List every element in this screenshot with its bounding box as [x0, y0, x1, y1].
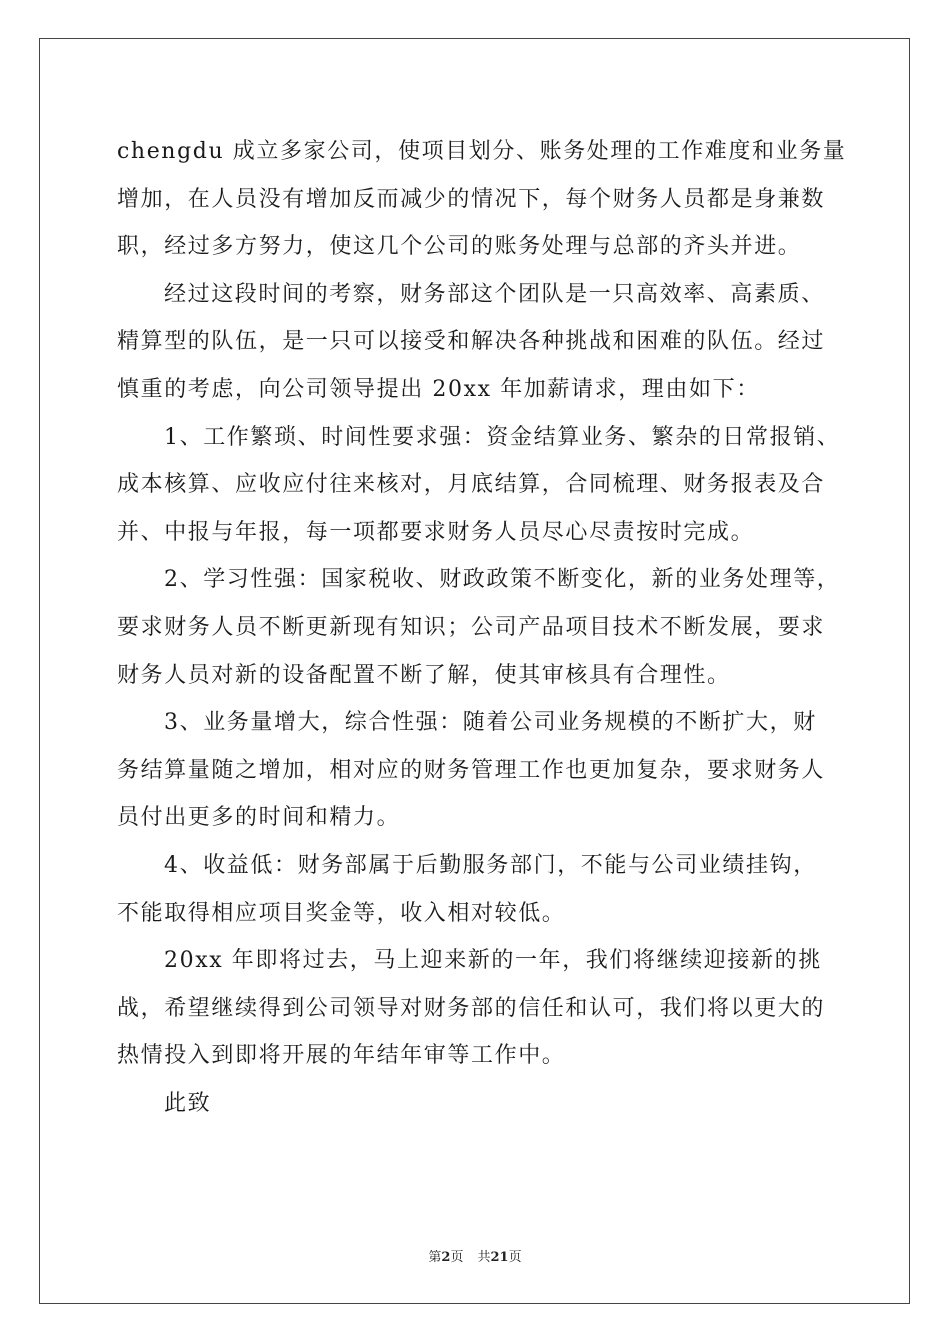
text-line: 要求财务人员不断更新现有知识；公司产品项目技术不断发展，要求: [117, 614, 826, 640]
paragraph: [117, 842, 852, 937]
text-line: 此致: [164, 1090, 212, 1116]
document-body: [117, 128, 852, 1127]
paragraph: [117, 937, 852, 1080]
footer-total-prefix: 共: [477, 1250, 491, 1265]
text-line: 员付出更多的时间和精力。: [117, 805, 401, 831]
text-line: 经过这段时间的考察，财务部这个团队是一只高效率、高素质、: [164, 281, 825, 307]
text-line: 财务人员对新的设备配置不断了解，使其审核具有合理性。: [117, 662, 731, 688]
text-line: 1、工作繁琐、时间性要求强：资金结算业务、繁杂的日常报销、: [164, 424, 841, 450]
text-line: 4、收益低：财务部属于后勤服务部门，不能与公司业绩挂钩，: [164, 852, 817, 878]
text-line: 务结算量随之增加，相对应的财务管理工作也更加复杂，要求财务人: [117, 757, 826, 783]
text-line: 3、业务量增大，综合性强：随着公司业务规模的不断扩大，财: [164, 710, 817, 736]
footer-total-unit: 页: [508, 1250, 522, 1265]
text-line: 2、学习性强：国家税收、财政政策不断变化，新的业务处理等，: [164, 567, 841, 593]
text-line: 慎重的考虑，向公司领导提出 20xx 年加薪请求，理由如下：: [117, 376, 760, 402]
text-line: 成本核算、应收应付往来核对，月底结算，合同梳理、财务报表及合: [117, 472, 826, 498]
paragraph: [117, 699, 852, 842]
text-line: 战，希望继续得到公司领导对财务部的信任和认可，我们将以更大的: [117, 995, 826, 1021]
text-line: 不能取得相应项目奖金等，收入相对较低。: [117, 900, 566, 926]
footer-total-pages: 21: [490, 1250, 509, 1265]
paragraph: [117, 556, 852, 699]
text-line: 增加，在人员没有增加反而减少的情况下，每个财务人员都是身兼数: [117, 186, 826, 212]
footer-current-page: 2: [441, 1250, 451, 1265]
paragraph: [117, 414, 852, 557]
text-line: chengdu 成立多家公司，使项目划分、账务处理的工作难度和业务量: [117, 139, 847, 164]
paragraph: [117, 1080, 852, 1128]
paragraph: [117, 128, 852, 271]
paragraph: [117, 271, 852, 414]
footer-page-unit: 页: [450, 1250, 464, 1265]
page-footer: [0, 1246, 950, 1265]
text-line: 精算型的队伍，是一只可以接受和解决各种挑战和困难的队伍。经过: [117, 329, 826, 355]
text-line: 热情投入到即将开展的年结年审等工作中。: [117, 1043, 566, 1069]
text-line: 职，经过多方努力，使这几个公司的账务处理与总部的齐头并进。: [117, 234, 802, 260]
text-line: 并、中报与年报，每一项都要求财务人员尽心尽责按时完成。: [117, 519, 755, 545]
footer-prefix: 第: [428, 1250, 442, 1265]
text-line: 20xx 年即将过去，马上迎来新的一年，我们将继续迎接新的挑: [164, 948, 822, 974]
